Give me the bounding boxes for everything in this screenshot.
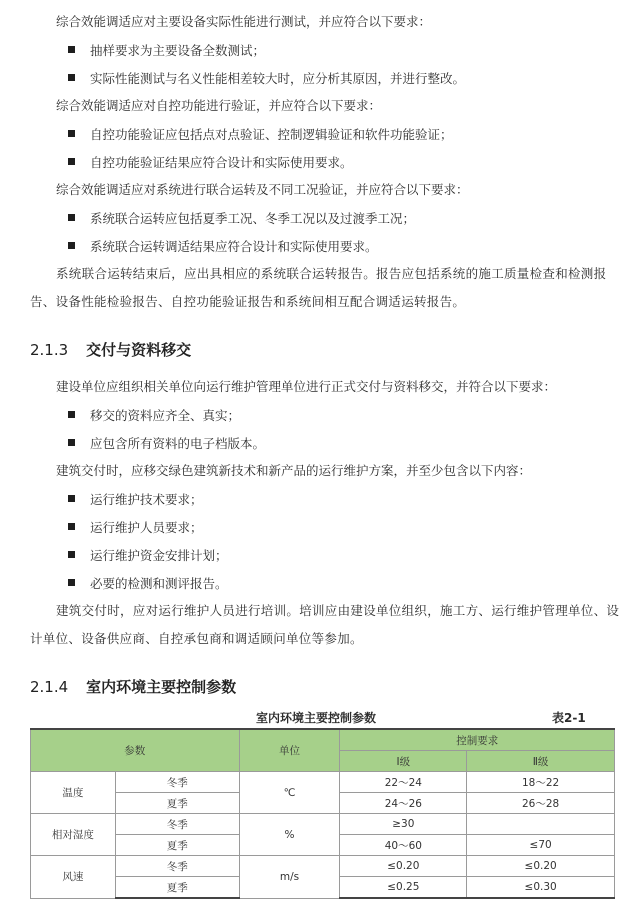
row-season: 冬季 — [115, 856, 239, 877]
paragraph: 综合效能调适应对自控功能进行验证，并应符合以下要求： — [56, 98, 382, 113]
section-heading-2-1-4: 2.1.4 室内环境主要控制参数 — [30, 678, 237, 696]
header-unit: 单位 — [239, 729, 340, 772]
paragraph: 综合效能调适应对主要设备实际性能进行测试，并应符合以下要求： — [56, 14, 432, 29]
header-param: 参数 — [31, 729, 240, 772]
paragraph: 建筑交付时，应对运行维护人员进行培训。培训应由建设单位组织，施工方、运行维护管理单位、设计单位、设备供应商、自控承包商和调适顾问单位等参加。 — [30, 603, 620, 646]
table-number: 表2-1 — [552, 711, 586, 725]
table-caption — [0, 709, 642, 727]
bullet-square-icon — [68, 158, 75, 165]
cell-level1: 22～24 — [340, 772, 467, 793]
bullet-square-icon — [68, 130, 75, 137]
row-unit: ℃ — [239, 772, 340, 814]
paragraph: 建筑交付时，应移交绿色建筑新技术和新产品的运行维护方案，并至少包含以下内容： — [56, 463, 532, 478]
header-level2: Ⅱ级 — [467, 751, 615, 772]
list-item: 抽样要求为主要设备全数测试； — [68, 41, 265, 61]
list-item: 运行维护技术要求； — [68, 490, 203, 510]
bullet-square-icon — [68, 74, 75, 81]
bullet-square-icon — [68, 242, 75, 249]
list-item: 系统联合运转调适结果应符合设计和实际使用要求。 — [68, 237, 378, 257]
cell-level1: 40～60 — [340, 835, 467, 856]
list-item: 自控功能验证应包括点对点验证、控制逻辑验证和软件功能验证； — [68, 125, 453, 145]
bullet-square-icon — [68, 523, 75, 530]
cell-level2: 18～22 — [467, 772, 615, 793]
list-item: 运行维护人员要求； — [68, 518, 203, 538]
row-param-name: 温度 — [31, 772, 116, 814]
cell-level1: ≤0.20 — [340, 856, 467, 877]
row-unit: % — [239, 814, 340, 856]
table-row — [31, 772, 615, 793]
section-heading-2-1-3: 2.1.3 交付与资料移交 — [30, 341, 192, 359]
paragraph: 综合效能调适应对系统进行联合运转及不同工况验证，并应符合以下要求： — [56, 182, 469, 197]
bullet-square-icon — [68, 579, 75, 586]
list-item: 实际性能测试与名义性能相差较大时，应分析其原因，并进行整改。 — [68, 69, 465, 89]
row-param-name: 风速 — [31, 856, 116, 899]
row-season: 冬季 — [115, 814, 239, 835]
bullet-square-icon — [68, 214, 75, 221]
header-control: 控制要求 — [340, 729, 615, 751]
bullet-square-icon — [68, 495, 75, 502]
bullet-square-icon — [68, 46, 75, 53]
cell-level2: 26～28 — [467, 793, 615, 814]
paragraph: 建设单位应组织相关单位向运行维护管理单位进行正式交付与资料移交，并符合以下要求： — [56, 379, 557, 394]
list-item: 系统联合运转应包括夏季工况、冬季工况以及过渡季工况； — [68, 209, 415, 229]
row-season: 夏季 — [115, 793, 239, 814]
table-row — [31, 814, 615, 835]
row-param-name: 相对湿度 — [31, 814, 116, 856]
list-item: 应包含所有资料的电子档版本。 — [68, 434, 265, 454]
row-unit: m/s — [239, 856, 340, 899]
table-row — [31, 856, 615, 877]
list-item: 移交的资料应齐全、真实； — [68, 406, 240, 426]
bullet-square-icon — [68, 411, 75, 418]
paragraph: 系统联合运转结束后，应出具相应的系统联合运转报告。报告应包括系统的施工质量检查和检测报告、设备性能检验报告、自控功能验证报告和系统间相互配合调适运转报告。 — [30, 266, 607, 309]
cell-level2: ≤0.20 — [467, 856, 615, 877]
row-season: 冬季 — [115, 772, 239, 793]
list-item: 自控功能验证结果应符合设计和实际使用要求。 — [68, 153, 353, 173]
cell-level1: 24～26 — [340, 793, 467, 814]
table-title: 室内环境主要控制参数 — [256, 711, 377, 725]
list-item: 必要的检测和测评报告。 — [68, 574, 228, 594]
control-parameters-table — [30, 728, 615, 899]
cell-level1: ≥30 — [340, 814, 467, 835]
bullet-square-icon — [68, 439, 75, 446]
cell-level2: ≤0.30 — [467, 877, 615, 899]
row-season: 夏季 — [115, 877, 239, 899]
table-header-row — [31, 729, 615, 751]
cell-level2 — [467, 814, 615, 835]
row-season: 夏季 — [115, 835, 239, 856]
header-level1: Ⅰ级 — [340, 751, 467, 772]
list-item: 运行维护资金安排计划； — [68, 546, 228, 566]
cell-level1: ≤0.25 — [340, 877, 467, 899]
cell-level2: ≤70 — [467, 835, 615, 856]
bullet-square-icon — [68, 551, 75, 558]
